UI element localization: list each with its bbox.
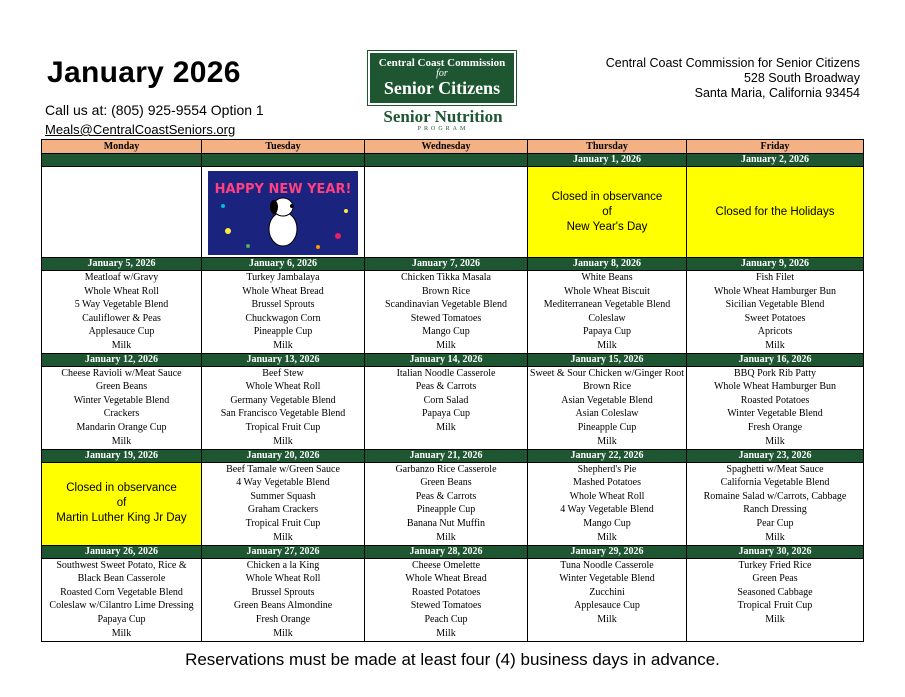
menu-item: Peach Cup [424,613,468,625]
weekday-thursday: Thursday [528,140,687,154]
menu-item: Scandinavian Vegetable Blend [384,299,507,311]
day-date: January 29, 2026 [528,545,687,558]
day-menu [365,167,528,258]
menu-item: Milk [273,531,293,543]
menu-item: Fresh Orange [747,421,803,433]
menu-row [42,167,864,258]
day-date: January 21, 2026 [365,449,528,462]
menu-item: Sweet & Sour Chicken w/Ginger Root [529,367,685,379]
closed-notice [42,462,202,545]
menu-item: Sweet Potatoes [744,312,806,324]
menu-item: Beef Tamale w/Green Sauce [226,463,340,475]
menu-item: Ranch Dressing [743,504,807,516]
menu-item: Asian Vegetable Blend [561,394,653,406]
day-date: January 8, 2026 [528,258,687,271]
menu-item: Whole Wheat Roll [569,490,645,502]
menu-item: Roasted Corn Vegetable Blend [60,586,183,598]
menu-item: Applesauce Cup [88,326,155,338]
menu-item: Brown Rice [582,381,632,393]
address-block [606,56,860,101]
day-menu [202,167,365,258]
menu-item: Corn Salad [423,394,469,406]
closed-notice [687,167,864,258]
closed-text: New Year's Day [566,220,648,233]
menu-item: Milk [436,421,456,433]
day-menu [528,366,687,449]
date-header-row [42,449,864,462]
organization-logo [368,51,518,139]
menu-item: Graham Crackers [247,504,319,516]
day-date: January 30, 2026 [687,545,864,558]
day-date: January 26, 2026 [42,545,202,558]
day-menu [528,462,687,545]
menu-item: Garbanzo Rice Casserole [395,463,497,475]
menu-item: Chicken Tikka Masala [401,272,491,283]
logo-senior-nutrition: Senior Nutrition [383,107,503,126]
menu-item: Crackers [103,408,140,420]
weekday-friday: Friday [687,140,864,154]
day-date [42,154,202,167]
menu-item: Chicken a la King [246,559,320,571]
day-date: January 27, 2026 [202,545,365,558]
menu-item: Milk [765,339,785,351]
menu-item: Winter Vegetable Blend [727,408,823,420]
menu-item: Apricots [757,326,793,338]
menu-item: Milk [597,435,617,447]
happy-new-year-text: HAPPY NEW YEAR! [214,182,352,197]
menu-item: 4 Way Vegetable Blend [560,504,654,516]
menu-item: Stewed Tomatoes [410,600,482,612]
day-menu [202,558,365,641]
menu-item: Milk [436,339,456,351]
menu-item: Stewed Tomatoes [410,312,482,324]
menu-item: Tropical Fruit Cup [737,600,813,612]
day-menu [687,558,864,641]
menu-item: Cauliflower & Peas [82,312,161,324]
menu-item: Fresh Orange [255,613,311,625]
day-date: January 23, 2026 [687,449,864,462]
menu-item: Asian Coleslaw [575,408,639,420]
day-menu [365,366,528,449]
menu-item: Whole Wheat Roll [84,285,159,297]
date-header-row [42,353,864,366]
menu-item: Milk [765,531,785,543]
weekday-tuesday: Tuesday [202,140,365,154]
menu-item: Milk [111,627,132,639]
closed-text: Closed for the Holidays [715,205,835,218]
day-menu [202,271,365,354]
day-date: January 22, 2026 [528,449,687,462]
date-header-row [42,154,864,167]
menu-item: White Beans [581,272,633,283]
date-header-row [42,545,864,558]
menu-item: Whole Wheat Bread [242,285,324,297]
menu-item: Mediterranean Vegetable Blend [543,299,671,311]
menu-row [42,366,864,449]
menu-item: Summer Squash [250,490,316,502]
day-menu [365,462,528,545]
menu-item: Pineapple Cup [416,504,476,516]
day-date: January 9, 2026 [687,258,864,271]
closed-text: Closed in observance [66,482,177,495]
menu-item: Milk [111,435,132,447]
menu-item: Papaya Cup [582,326,632,338]
day-date: January 7, 2026 [365,258,528,271]
day-date: January 15, 2026 [528,353,687,366]
menu-item: Coleslaw w/Cilantro Lime Dressing [49,600,194,612]
menu-item: Italian Noodle Casserole [396,367,496,379]
page-title: January 2026 [47,56,241,89]
day-date: January 6, 2026 [202,258,365,271]
weekday-wednesday: Wednesday [365,140,528,154]
menu-item: Papaya Cup [97,613,146,625]
menu-item: Peas & Carrots [415,490,477,502]
menu-item: Roasted Potatoes [740,394,810,406]
menu-item: Whole Wheat Bread [405,573,487,585]
day-menu [528,271,687,354]
menu-item: Green Beans Almondine [233,600,333,612]
phone-contact: Call us at: (805) 925-9554 Option 1 [45,102,264,118]
menu-item: Milk [436,531,456,543]
menu-item: Coleslaw [588,312,626,324]
day-menu [687,271,864,354]
menu-calendar [41,139,864,642]
day-menu [202,366,365,449]
menu-item: Tropical Fruit Cup [245,421,321,433]
address-line: Santa Maria, California 93454 [694,86,860,100]
menu-item: Green Beans [420,477,472,489]
day-menu [42,167,202,258]
menu-item: Roasted Potatoes [411,586,481,598]
menu-item: Chuckwagon Corn [245,312,321,324]
menu-item: Milk [597,613,617,625]
menu-item: Meatloaf w/Gravy [84,272,159,283]
closed-text: Martin Luther King Jr Day [56,512,187,525]
menu-item: Peas & Carrots [415,381,477,393]
menu-item: Milk [436,627,456,639]
menu-item: Shepherd's Pie [577,463,637,475]
menu-item: Whole Wheat Hamburger Bun [713,381,837,393]
menu-item: San Francisco Vegetable Blend [220,408,346,420]
menu-item: Pineapple Cup [577,421,637,433]
menu-item: Tuna Noodle Casserole [560,559,654,571]
menu-item: 5 Way Vegetable Blend [74,299,169,311]
menu-row [42,462,864,545]
logo-line-1: Central Coast Commission [378,57,506,69]
day-date: January 12, 2026 [42,353,202,366]
menu-item: 4 Way Vegetable Blend [236,477,330,489]
day-date [365,154,528,167]
day-date: January 14, 2026 [365,353,528,366]
menu-item: Papaya Cup [421,408,471,420]
menu-item: Whole Wheat Biscuit [564,285,650,297]
menu-item: Brussel Sprouts [251,586,315,598]
menu-item: Mango Cup [422,326,470,338]
day-menu [42,558,202,641]
menu-item: Pear Cup [756,517,794,529]
address-line: Central Coast Commission for Senior Citizens [605,56,860,70]
day-date: January 19, 2026 [42,449,202,462]
menu-item: Banana Nut Muffin [406,517,486,529]
closed-text: Closed in observance [551,190,663,203]
menu-item: Sicilian Vegetable Blend [725,299,825,311]
menu-item: Mashed Potatoes [572,477,642,489]
menu-item: Milk [765,613,785,625]
menu-row [42,271,864,354]
menu-item: Mandarin Orange Cup [76,421,167,433]
menu-item: Beef Stew [262,367,304,379]
menu-item: Milk [273,627,293,639]
address-line: 528 South Broadway [743,71,860,85]
reservation-note: Reservations must be made at least four (4) business days in advance. [185,650,720,669]
day-menu [202,462,365,545]
menu-item: Whole Wheat Roll [245,573,321,585]
menu-item: Turkey Jambalaya [246,272,320,283]
menu-item: Green Peas [752,573,798,585]
menu-item: Southwest Sweet Potato, Rice & [56,559,187,571]
day-date: January 20, 2026 [202,449,365,462]
menu-item: Turkey Fried Rice [738,559,812,571]
menu-item: Mango Cup [583,517,631,529]
day-menu [42,271,202,354]
menu-item: Seasoned Cabbage [737,586,813,598]
menu-item: Applesauce Cup [574,600,640,612]
closed-text: of [602,205,612,218]
day-menu [687,462,864,545]
day-date: January 1, 2026 [528,154,687,167]
weekday-header-row [42,140,864,154]
date-header-row [42,258,864,271]
menu-item: Fish Filet [755,272,795,283]
day-date: January 2, 2026 [687,154,864,167]
day-menu [528,558,687,641]
menu-item: BBQ Pork Rib Patty [734,367,816,379]
menu-item: Milk [273,435,293,447]
menu-item: Milk [765,435,785,447]
menu-item: Germany Vegetable Blend [230,394,336,406]
day-menu [365,558,528,641]
menu-item: Green Beans [95,381,148,393]
day-date: January 16, 2026 [687,353,864,366]
menu-item: Milk [111,339,132,351]
menu-item: Whole Wheat Hamburger Bun [713,285,837,297]
logo-box [368,51,516,105]
menu-row [42,558,864,641]
logo-program: PROGRAM [417,126,469,132]
closed-text: of [116,497,127,510]
menu-item: Cheese Ravioli w/Meat Sauce [61,367,182,379]
menu-item: Milk [597,339,617,351]
menu-item: Winter Vegetable Blend [559,573,655,585]
menu-item: Brown Rice [421,285,471,297]
menu-item: Milk [273,339,293,351]
menu-item: Winter Vegetable Blend [73,394,170,406]
happy-new-year-image [208,171,358,255]
email-link[interactable]: Meals@CentralCoastSeniors.org [45,122,236,137]
day-date: January 28, 2026 [365,545,528,558]
menu-item: Whole Wheat Roll [245,381,321,393]
weekday-monday: Monday [42,140,202,154]
menu-item: Milk [597,531,617,543]
closed-notice [528,167,687,258]
menu-item: Black Bean Casserole [77,573,166,585]
day-date: January 5, 2026 [42,258,202,271]
menu-item: Cheese Omelette [411,559,481,571]
logo-line-2: for [436,68,448,79]
day-menu [42,366,202,449]
menu-item: Pineapple Cup [253,326,313,338]
menu-item: Brussel Sprouts [251,299,315,311]
menu-item: Zucchini [589,586,625,598]
menu-item: California Vegetable Blend [720,477,830,489]
menu-item: Spaghetti w/Meat Sauce [726,463,824,475]
day-menu [365,271,528,354]
logo-line-3: Senior Citizens [383,78,501,98]
day-menu [687,366,864,449]
menu-item: Romaine Salad w/Carrots, Cabbage [703,490,847,502]
day-date [202,154,365,167]
menu-item: Tropical Fruit Cup [245,517,321,529]
day-date: January 13, 2026 [202,353,365,366]
